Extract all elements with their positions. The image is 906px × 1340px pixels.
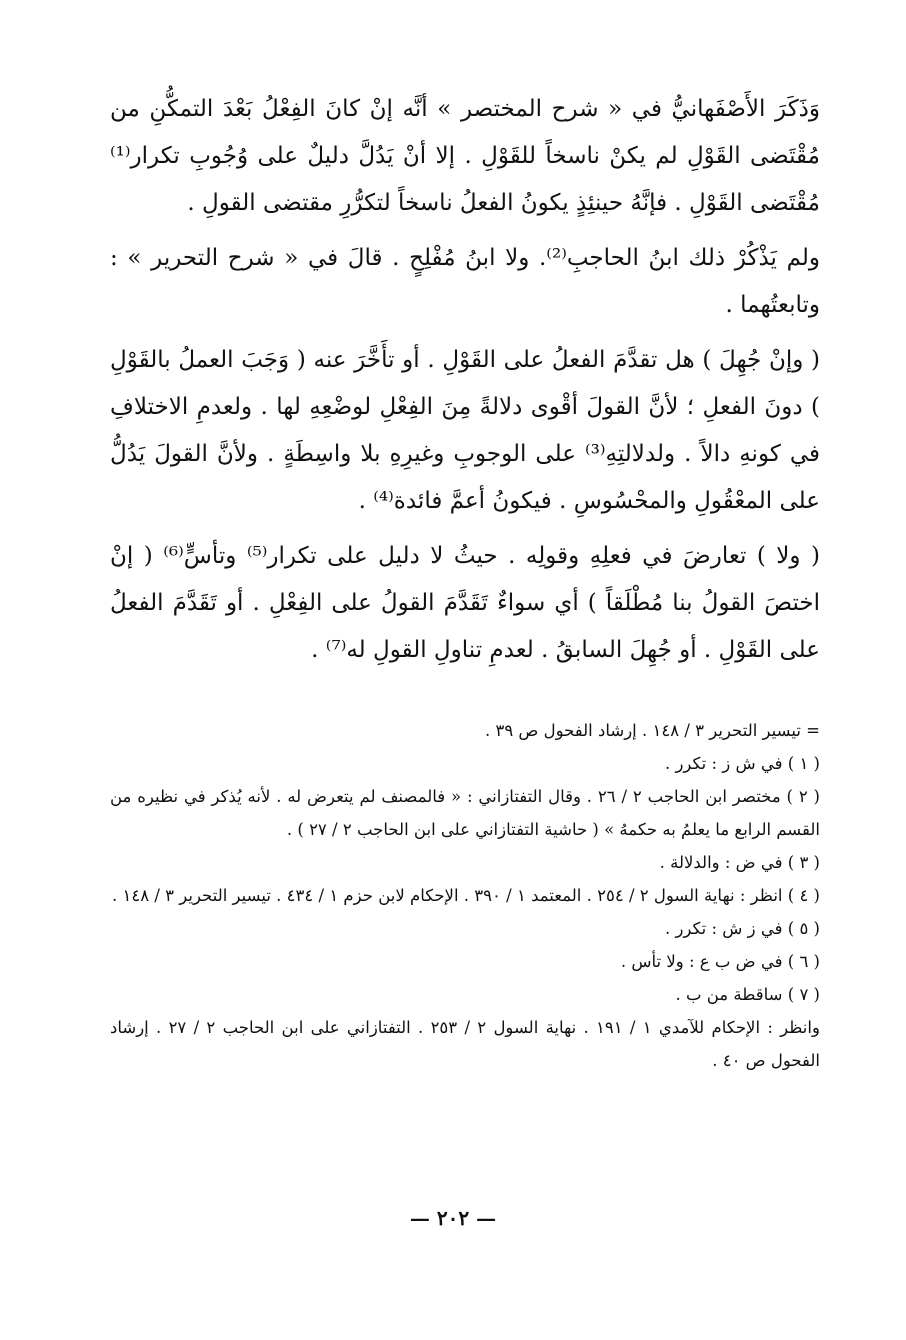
footnote: ( ٦ ) في ض ب ع : ولا تأس . <box>620 952 820 971</box>
paragraph: ( ولا ) تعارضَ في فعلِهِ وقولِه . حيثُ لا دليل على تكرار⁽⁵⁾ وتأسٍّ⁽⁶⁾ ( إنْ اختصَ القولُ بنا مُطْلَقاً ) أي سواءٌ تَقَدَّمَ القولُ على الفِعْلِ . أو تَقَدَّمَ الفعلُ على القَوْلِ . أو جُهِلَ السابقُ . لعدمِ تناولِ القولِ له⁽⁷⁾ . <box>110 543 820 663</box>
paragraph: وَذَكَرَ الأَصْفَهانيُّ في « شرح المختصر » أنَّه إنْ كانَ الفِعْلُ بَعْدَ التمكُّنِ من مُقْتَضى القَوْلِ لم يكنْ ناسخاً للقَوْلِ . إلا أنْ يَدُلَّ دليلٌ على وُجُوبِ تكرار⁽¹⁾ مُقْتَضى القَوْلِ . فإنَّهُ حينئِذٍ يكونُ الفعلُ ناسخاً لتكرُّرِ مقتضى القولِ . <box>110 96 820 216</box>
paragraph: ولم يَذْكُرْ ذلك ابنُ الحاجبِ⁽²⁾. ولا ابنُ مُفْلِحٍ . قالَ في « شرح التحرير » : وتابعتُهما . <box>110 245 820 318</box>
footnote: ( ٣ ) في ض : والدلالة . <box>659 853 820 872</box>
footnote: ( ٤ ) انظر : نهاية السول ٢ / ٢٥٤ . المعتمد ١ / ٣٩٠ . الإحكام لابن حزم ١ / ٤٣٤ . تيسير التحرير ٣ / ١٤٨ . <box>111 886 820 905</box>
main-text <box>110 86 820 674</box>
footnote: وانظر : الإحكام للآمدي ١ / ١٩١ . نهاية السول ٢ / ٢٥٣ . التفتازاني على ابن الحاجب ٢ / ٢٧ . إرشاد الفحول ص ٤٠ . <box>110 1018 820 1070</box>
paragraph: ( وإنْ جُهِلَ ) هل تقدَّمَ الفعلُ على القَوْلِ . أو تأَخَّرَ عنه ( وَجَبَ العملُ بالقَوْلِ ) دونَ الفعلِ ؛ لأنَّ القولَ أقْوى دلالةً مِنَ الفِعْلِ لوضْعِهِ لها . ولعدمِ الاختلافِ في كونهِ دالاً . ولدلالتِهِ⁽³⁾ على الوجوبِ وغيرِهِ بلا واسِطَةٍ . ولأنَّ القولَ يَدُلُّ على المعْقُولِ والمحْسُوسِ . فيكونُ أعمَّ فائدة⁽⁴⁾ . <box>110 347 820 514</box>
footnote: ( ٥ ) في ز ش : تكرر . <box>664 919 820 938</box>
footnote: ( ١ ) في ش ز : تكرر . <box>664 754 820 773</box>
footnote: ( ٧ ) ساقطة من ب . <box>675 985 820 1004</box>
page-number: — ٢٠٢ — <box>409 1206 497 1230</box>
footnotes <box>110 714 820 1077</box>
footnote-continuation: = تيسير التحرير ٣ / ١٤٨ . إرشاد الفحول ص ٣٩ . <box>484 721 820 740</box>
footnote: ( ٢ ) مختصر ابن الحاجب ٢ / ٢٦ . وقال التفتازاني : « فالمصنف لم يتعرض له . لأنه يُذكر في نظيره من القسم الرابع ما يعلمُ به حكمهُ » ( حاشية التفتازاني على ابن الحاجب ٢ / ٢٧ ) . <box>110 787 820 839</box>
